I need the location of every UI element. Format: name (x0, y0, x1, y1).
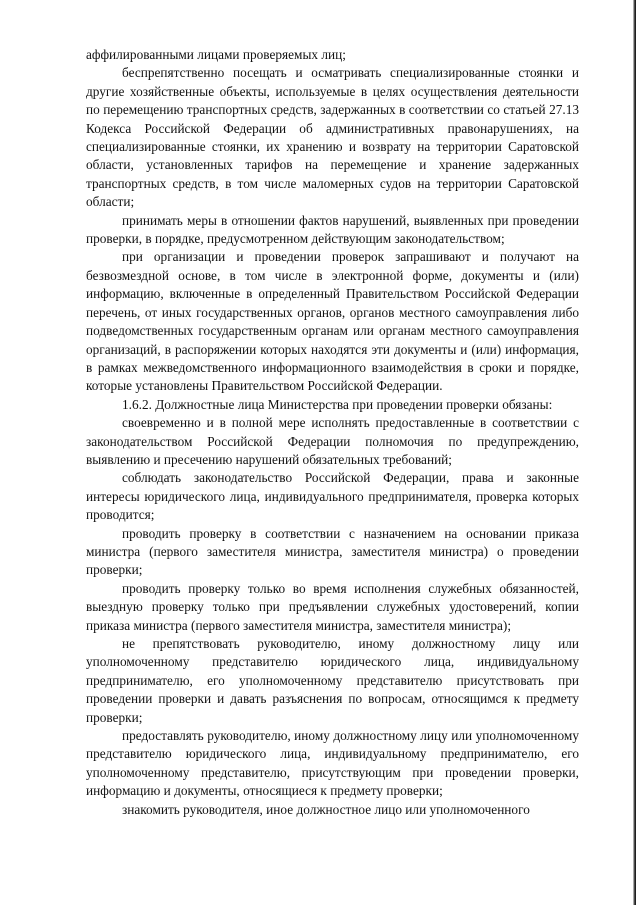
paragraph-3: принимать меры в отношении фактов нарушений, выявленных при проведении проверки, в порядке, предусмотренном действующим законодательством; (86, 212, 579, 247)
paragraph-5: 1.6.2. Должностные лица Министерства при проведении проверки обязаны: (122, 396, 553, 412)
paragraph-8: проводить проверку в соответствии с назначением на основании приказа министра (первого заместителя министра, заместителя министра) о проведении проверки; (86, 525, 579, 578)
paragraph-11: предоставлять руководителю, иному должностному лицу или уполномоченному представителю юридического лица, индивидуальному предпринимателю, его уполномоченному представителю, присутствующим при проведении проверки, информацию и документы, относящиеся к предмету проверки; (86, 728, 579, 799)
document-page (86, 46, 579, 819)
scan-edge-border (633, 0, 636, 905)
paragraph-10: не препятствовать руководителю, иному должностному лицу или уполномоченному представителю юридического лица, индивидуальному предпринимателю, его уполномоченному представителю присутствовать при проведении проверки и давать разъяснения по вопросам, относящимся к предмету проверки; (86, 636, 579, 725)
paragraph-9: проводить проверку только во время исполнения служебных обязанностей, выездную проверку только при предъявлении служебных удостоверений, копии приказа министра (первого заместителя министра, заместителя министра); (86, 580, 579, 633)
paragraph-12: знакомить руководителя, иное должностное лицо или уполномоченного (122, 801, 530, 817)
paragraph-7: соблюдать законодательство Российской Федерации, права и законные интересы юридического лица, индивидуального предпринимателя, проверка которых проводится; (86, 470, 579, 523)
paragraph-6: своевременно и в полной мере исполнять предоставленные в соответствии с законодательством Российской Федерации полномочия по предупреждению, выявлению и пресечению нарушений обязательных требований; (86, 415, 579, 467)
paragraph-1: аффилированными лицами проверяемых лиц; (86, 47, 346, 62)
paragraph-4: при организации и проведении проверок запрашивают и получают на безвозмездной основе, в том числе в электронной форме, документы и (или) информацию, включенные в определенный Правительством Российской Федерации перечень, от иных государственных органов, органов местного самоуправления либо подведомственных государственным органам или органам местного самоуправления организаций, в распоряжении которых находятся эти документы и (или) информация, в рамках межведомственного информационного взаимодействия в сроки и порядке, которые установлены Правительством Российской Федерации. (86, 249, 579, 394)
paragraph-2: беспрепятственно посещать и осматривать специализированные стоянки и другие хозяйственные объекты, используемые в целях осуществления деятельности по перемещению транспортных средств, задержанных в соответствии со статьей 27.13 Кодекса Российской Федерации об административных правонарушениях, на специализированные стоянки, их хранению и возврату на территории Саратовской области, установленных тарифов на перемещение и хранение задержанных транспортных средств, в том числе маломерных судов на территории Саратовской области; (86, 65, 579, 210)
